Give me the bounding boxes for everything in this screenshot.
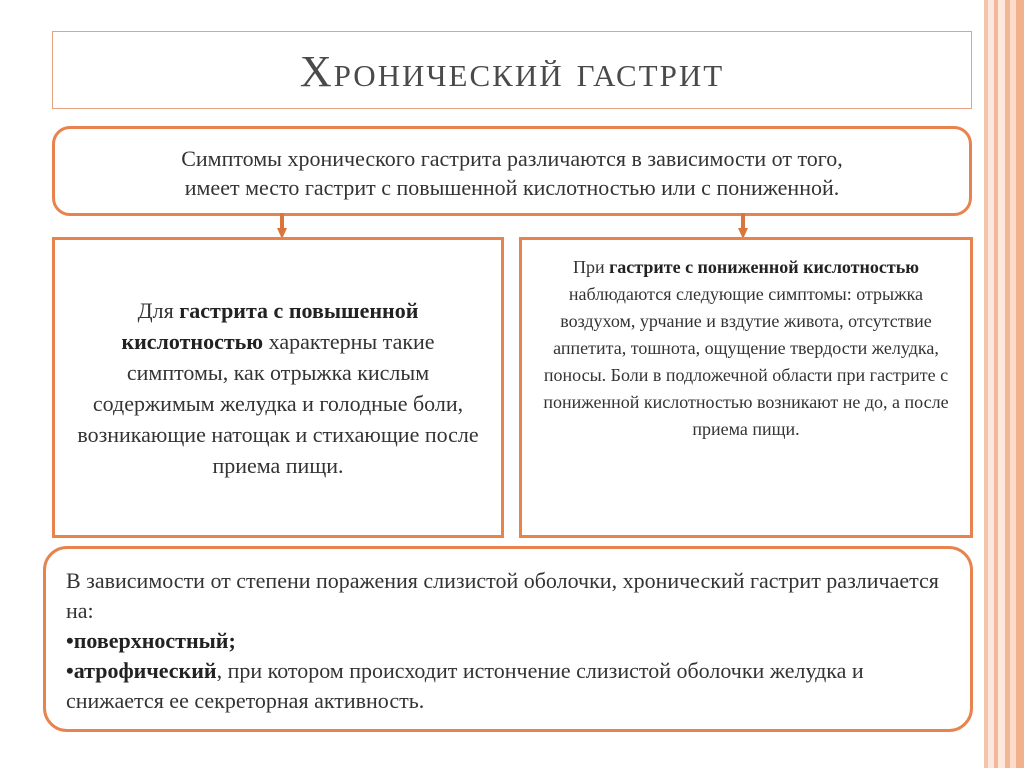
arrow-down-icon xyxy=(277,213,287,239)
classification-intro: В зависимости от степени поражения слизистой оболочки, хронический гастрит различается на: xyxy=(66,568,939,623)
high-acidity-text xyxy=(77,295,479,481)
slide-title: Хронический гастрит xyxy=(299,47,725,96)
arrow-down-icon xyxy=(738,213,748,239)
classification-item-superficial xyxy=(66,626,950,656)
classification-item-atrophic xyxy=(66,656,950,716)
superficial-label: •поверхностный; xyxy=(66,628,236,653)
intro-line-2: имеет место гастрит с повышенной кислотностью или с пониженной. xyxy=(184,175,840,200)
low-acidity-term: гастрите с пониженной кислотностью xyxy=(609,257,919,277)
atrophic-label: •атрофический xyxy=(66,658,217,683)
high-acidity-prefix: Для xyxy=(137,297,180,323)
high-acidity-term: гастрита с повышенной кислотностью xyxy=(121,297,419,354)
low-acidity-description: наблюдаются следующие симптомы: отрыжка воздухом, урчание и вздутие живота, отсутствие аппетита, тошнота, ощущение твердости желудка, поносы. Боли в подложечной области при гастрите с пониженной кислотностью возникают не до, а после приема пищи. xyxy=(543,284,949,439)
decorative-stripes xyxy=(978,0,1024,768)
intro-box xyxy=(52,126,972,216)
low-acidity-prefix: При xyxy=(572,257,610,277)
intro-line-1: Симптомы хронического гастрита различаются в зависимости от того, xyxy=(181,146,843,171)
atrophic-description: , при котором происходит истончение слизистой оболочки желудка и снижается ее секреторная активность. xyxy=(66,658,864,713)
high-acidity-description: характерны такие симптомы, как отрыжка кислым содержимым желудка и голодные боли, возникающие натощак и стихающие после приема пищи. xyxy=(77,328,479,478)
high-acidity-box xyxy=(52,237,504,538)
classification-box xyxy=(43,546,973,732)
low-acidity-box xyxy=(519,237,973,538)
